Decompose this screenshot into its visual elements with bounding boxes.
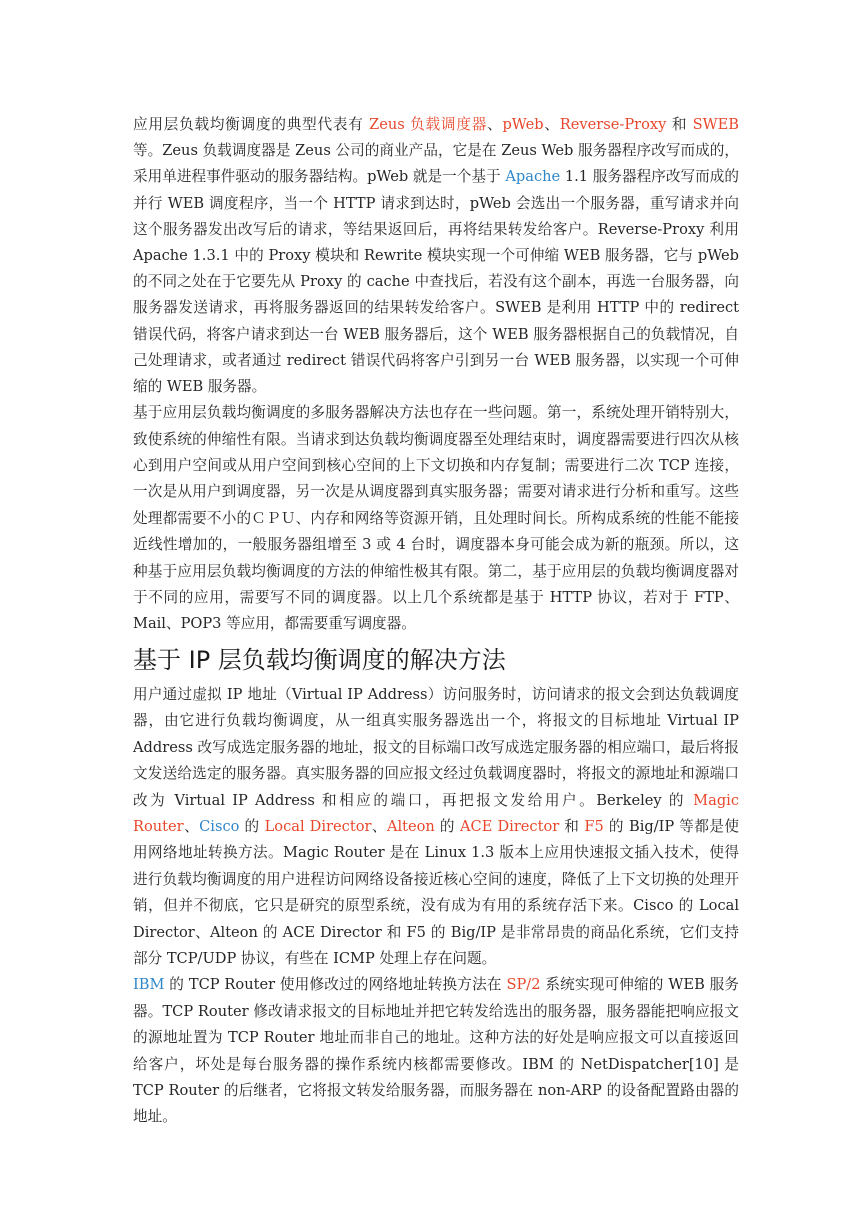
paragraph-ip-layer (133, 682, 739, 972)
paragraph-text: 基于应用层负载均衡调度的多服务器解决方法也存在一些问题。第一，系统处理开销特别大，致使系统的伸缩性有限。当请求到达负载均衡调度器至处理结束时，调度器需要进行四次从核心到用户空间或从用户空间到核心空间的上下文切换和内存复制；需要进行二次 TCP 连接，一次是从用户到调度器，另一次是从调度器到真实服务器；需要对请求进行分析和重写。这些处理都需要不小的ＣＰＵ、内存和网络等资源开销，且处理时间长。所构成系统的性能不能接近线性增加的，一般服务器组增至 3 或 4 台时，调度器本身可能会成为新的瓶颈。所以，这种基于应用层负载均衡调度的方法的伸缩性极其有限。第二，基于应用层的负载均衡调度器对于不同的应用，需要写不同的调度器。以上几个系统都是基于 HTTP 协议，若对于 FTP、Mail、POP3 等应用，都需要重写调度器。 (133, 404, 739, 633)
reference-link[interactable]: Cisco (199, 817, 240, 835)
reference-link[interactable]: Zeus 负载调度器 (369, 116, 488, 133)
reference-link[interactable]: pWeb (502, 116, 544, 133)
reference-link[interactable]: ACE Director (460, 817, 560, 835)
paragraph-text: 、 (543, 116, 560, 133)
paragraph-text: 用户通过虚拟 IP 地址（Virtual IP Address）访问服务时，访问请求的报文会到达负载调度器，由它进行负载均衡调度，从一组真实服务器选出一个，将报文的目标地址 Virtual IP Address 改写成选定服务器的地址，报文的目标端口改写成选定服务器的相应端口，最后将报文发送给选定的服务器。真实服务器的回应报文经过负载调度器时，将报文的源地址和源端口改为 Virtual IP Address 和相应的端口，再把报文发给用户。Berkeley 的 (133, 685, 739, 809)
reference-link[interactable]: SWEB (692, 116, 740, 133)
paragraph-text: 、 (371, 817, 387, 835)
paragraph-application-layer-problems (133, 400, 739, 638)
paragraph-text: 的 (239, 817, 265, 835)
document-body (133, 112, 739, 1131)
paragraph-text: 应用层负载均衡调度的典型代表有 (133, 116, 370, 133)
reference-link[interactable]: Reverse-Proxy (559, 116, 667, 133)
paragraph-text: 系统实现可伸缩的 WEB 服务器。TCP Router 修改请求报文的目标地址并把它转发给选出的服务器，服务器能把响应报文的源地址置为 TCP Router 地址而非自己的地址。这种方法的好处是响应报文可以直接返回给客户，坏处是每台服务器的操作系统内核都需要修改。IBM 的 NetDispatcher[10] 是 TCP Router 的后继者，它将报文转发给服务器，而服务器在 non-ARP 的设备配置路由器的地址。 (133, 976, 739, 1126)
paragraph-text: 的 Big/IP 等都是使用网络地址转换方法。Magic Router 是在 Linux 1.3 版本上应用快速报文插入技术，使得进行负载均衡调度的用户进程访问网络设备接近核心空间的速度，降低了上下文切换的处理开销，但并不彻底，它只是研究的原型系统，没有成为有用的系统存活下来。Cisco 的 Local Director、Alteon 的 ACE Director 和 F5 的 Big/IP 是非常昂贵的商品化系统，它们支持部分 TCP/UDP 协议，有些在 ICMP 处理上存在问题。 (133, 817, 739, 967)
reference-link[interactable]: Magic Router (133, 791, 739, 835)
paragraph-text: 和 (666, 116, 693, 133)
paragraph-application-layer (133, 112, 739, 400)
paragraph-text: 、 (487, 116, 503, 133)
reference-link[interactable]: Local Director (264, 817, 372, 835)
paragraph-text: 的 (434, 817, 461, 835)
paragraph-text: 等。Zeus 负载调度器是 Zeus 公司的商业产品，它是在 Zeus Web 服务器程序改写而成的，采用单进程事件驱动的服务器结构。pWeb 就是一个基于 (133, 142, 739, 186)
section-heading: 基于 IP 层负载均衡调度的解决方法 (133, 645, 506, 674)
reference-link[interactable]: Apache (505, 168, 561, 186)
paragraph-text: 和 (559, 817, 585, 835)
reference-link[interactable]: Alteon (386, 817, 435, 835)
reference-link[interactable]: SP/2 (506, 976, 541, 994)
paragraph-tcp-router (133, 972, 739, 1130)
paragraph-text: 的 TCP Router 使用修改过的网络地址转换方法在 (164, 976, 507, 994)
reference-link[interactable]: IBM (133, 976, 165, 994)
paragraph-text: 、 (183, 817, 200, 835)
paragraph-text: 1.1 服务器程序改写而成的并行 WEB 调度程序，当一个 HTTP 请求到达时，pWeb 会选出一个服务器，重写请求并向这个服务器发出改写后的请求，等结果返回后，再将结果转发给客户。Reverse-Proxy 利用 Apache 1.3.1 中的 Proxy 模块和 Rewrite 模块实现一个可伸缩 WEB 服务器，它与 pWeb 的不同之处在于它要先从 Proxy 的 cache 中查找后，若没有这个副本，再选一台服务器，向服务器发送请求，再将服务器返回的结果转发给客户。SWEB 是利用 HTTP 中的 redirect 错误代码，将客户请求到达一台 WEB 服务器后，这个 WEB 服务器根据自己的负载情况，自己处理请求，或者通过 redirect 错误代码将客户引到另一台 WEB 服务器，以实现一个可伸缩的 WEB 服务器。 (133, 168, 739, 396)
reference-link[interactable]: F5 (584, 817, 604, 835)
